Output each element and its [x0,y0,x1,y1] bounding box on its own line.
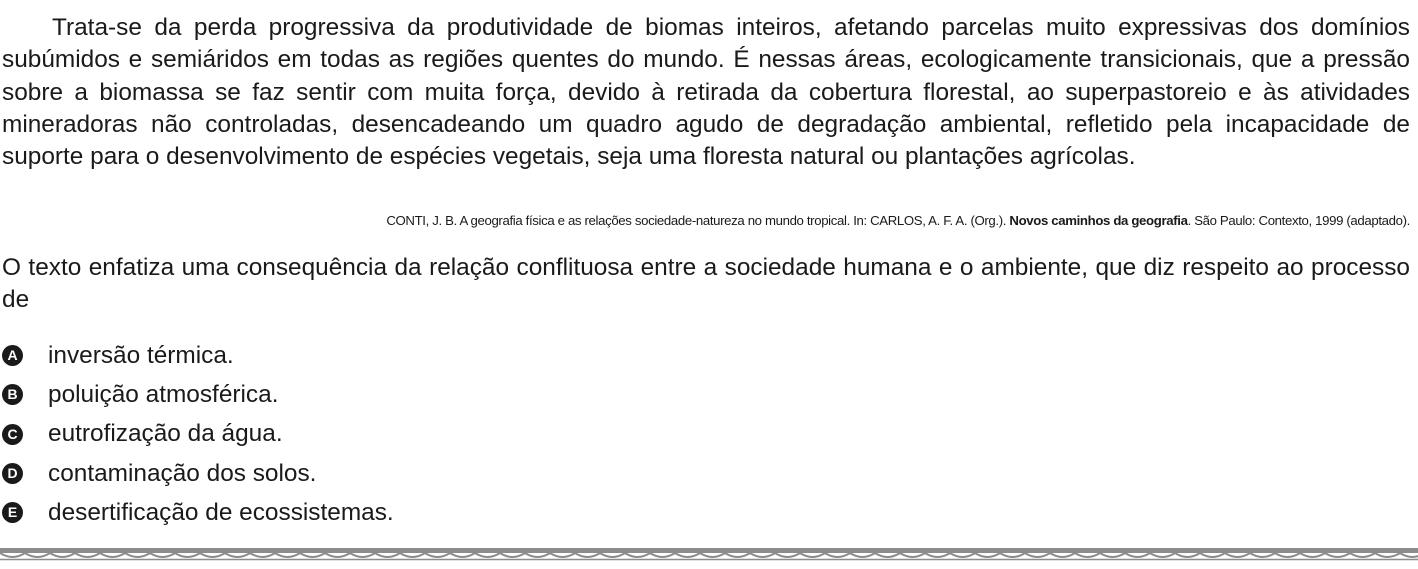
option-c[interactable] [2,415,394,454]
divider-band [0,548,1418,553]
option-letter-b-icon: B [2,384,23,405]
passage-text: Trata-se da perda progressiva da produtividade de biomas inteiros, afetando parcelas muito expressivas dos domínios subúmidos e semiáridos em todas as regiões quentes do mundo. É nessas áreas, ecologicamente transicionais, que a pressão sobre a biomassa se faz sentir com muita força, devido à retirada da cobertura florestal, ao superpastoreio e às atividades mineradoras não controladas, desencadeando um quadro agudo de degradação ambiental, refletido pela incapacidade de suporte para o desenvolvimento de espécies vegetais, seja uma floresta natural ou plantações agrícolas. [2,14,1410,171]
citation [0,212,1410,230]
option-d[interactable] [2,454,394,493]
citation-prefix: CONTI, J. B. A geografia física e as relações sociedade-natureza no mundo tropical. In: CARLOS, A. F. A. (Org.). [386,213,1010,228]
citation-book-title: Novos caminhos da geografia [1009,213,1188,228]
option-e[interactable] [2,493,394,532]
option-letter-a-icon: A [2,345,23,366]
answer-options [2,336,394,532]
divider-wave [0,553,1418,557]
option-text-d: contaminação dos solos. [48,459,317,487]
option-text-c: eutrofização da água. [48,420,283,448]
option-text-e: desertificação de ecossistemas. [48,498,394,526]
option-a[interactable] [2,336,394,375]
option-letter-e-icon: E [2,502,23,523]
option-letter-c-icon: C [2,424,23,445]
option-text-a: inversão térmica. [48,341,234,369]
wavy-divider [0,546,1418,562]
question-stem: O texto enfatiza uma consequência da relação conflituosa entre a sociedade humana e o ambiente, que diz respeito ao processo de [2,254,1410,314]
option-text-b: poluição atmosférica. [48,380,279,408]
citation-suffix: . São Paulo: Contexto, 1999 (adaptado). [1187,213,1410,228]
option-b[interactable] [2,375,394,414]
option-letter-d-icon: D [2,463,23,484]
